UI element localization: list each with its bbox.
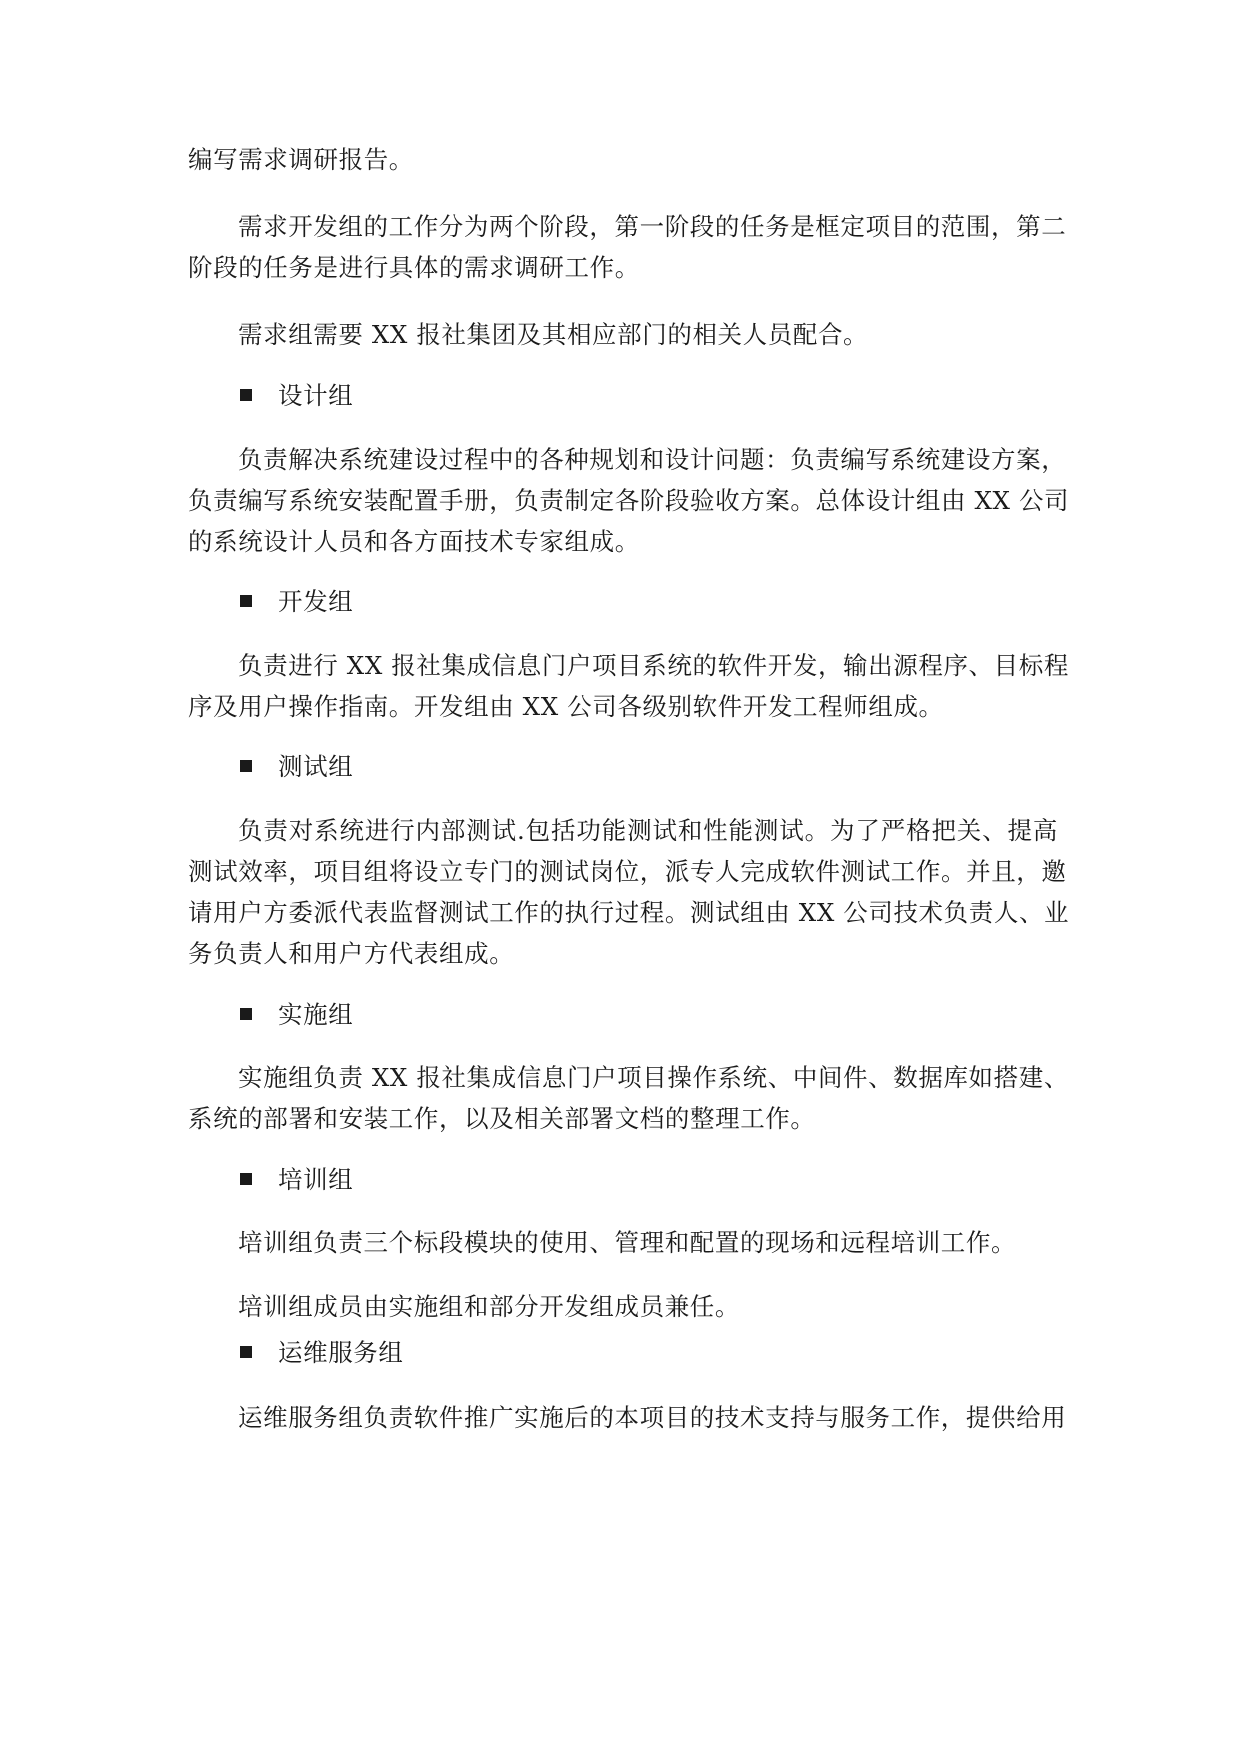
square-bullet-icon <box>240 1173 252 1185</box>
paragraph-line: 序及用户操作指南。开发组由 XX 公司各级别软件开发工程师组成。 <box>188 692 944 721</box>
section-heading-ops <box>240 1338 640 1368</box>
paragraph-line: 负责编写系统安装配置手册，负责制定各阶段验收方案。总体设计组由 XX 公司 <box>188 486 1070 515</box>
paragraph-line: 负责对系统进行内部测试.包括功能测试和性能测试。为了严格把关、提高 <box>238 816 1058 845</box>
paragraph-line: 请用户方委派代表监督测试工作的执行过程。测试组由 XX 公司技术负责人、业 <box>188 898 1070 927</box>
heading-text: 实施组 <box>278 1000 354 1029</box>
section-heading-design <box>240 381 640 411</box>
square-bullet-icon <box>240 1346 252 1358</box>
heading-text: 设计组 <box>278 381 354 410</box>
paragraph-line: 阶段的任务是进行具体的需求调研工作。 <box>188 253 640 282</box>
paragraph-line: 需求开发组的工作分为两个阶段，第一阶段的任务是框定项目的范围，第二 <box>238 212 1067 241</box>
section-heading-impl <box>240 1000 640 1030</box>
section-heading-dev <box>240 587 640 617</box>
square-bullet-icon <box>240 389 252 401</box>
paragraph-line: 实施组负责 XX 报社集成信息门户项目操作系统、中间件、数据库如搭建、 <box>238 1063 1069 1092</box>
square-bullet-icon <box>240 1008 252 1020</box>
paragraph-line: 运维服务组负责软件推广实施后的本项目的技术支持与服务工作，提供给用 <box>238 1403 1067 1432</box>
paragraph-line: 负责进行 XX 报社集成信息门户项目系统的软件开发，输出源程序、目标程 <box>238 651 1069 680</box>
paragraph-line: 培训组成员由实施组和部分开发组成员兼任。 <box>238 1292 740 1321</box>
heading-text: 运维服务组 <box>278 1338 404 1367</box>
paragraph-line: 负责解决系统建设过程中的各种规划和设计问题：负责编写系统建设方案， <box>238 445 1067 474</box>
paragraph-line: 的系统设计人员和各方面技术专家组成。 <box>188 527 640 556</box>
paragraph-line: 需求组需要 XX 报社集团及其相应部门的相关人员配合。 <box>238 320 869 349</box>
heading-text: 培训组 <box>278 1165 354 1194</box>
square-bullet-icon <box>240 760 252 772</box>
paragraph-line: 编写需求调研报告。 <box>188 145 414 174</box>
section-heading-test <box>240 752 640 782</box>
paragraph-line: 培训组负责三个标段模块的使用、管理和配置的现场和远程培训工作。 <box>238 1228 1017 1257</box>
paragraph-line: 系统的部署和安装工作，以及相关部署文档的整理工作。 <box>188 1104 816 1133</box>
heading-text: 开发组 <box>278 587 354 616</box>
section-heading-train <box>240 1165 640 1195</box>
square-bullet-icon <box>240 595 252 607</box>
paragraph-line: 务负责人和用户方代表组成。 <box>188 939 515 968</box>
heading-text: 测试组 <box>278 752 354 781</box>
paragraph-line: 测试效率，项目组将设立专门的测试岗位，派专人完成软件测试工作。并且，邀 <box>188 857 1067 886</box>
